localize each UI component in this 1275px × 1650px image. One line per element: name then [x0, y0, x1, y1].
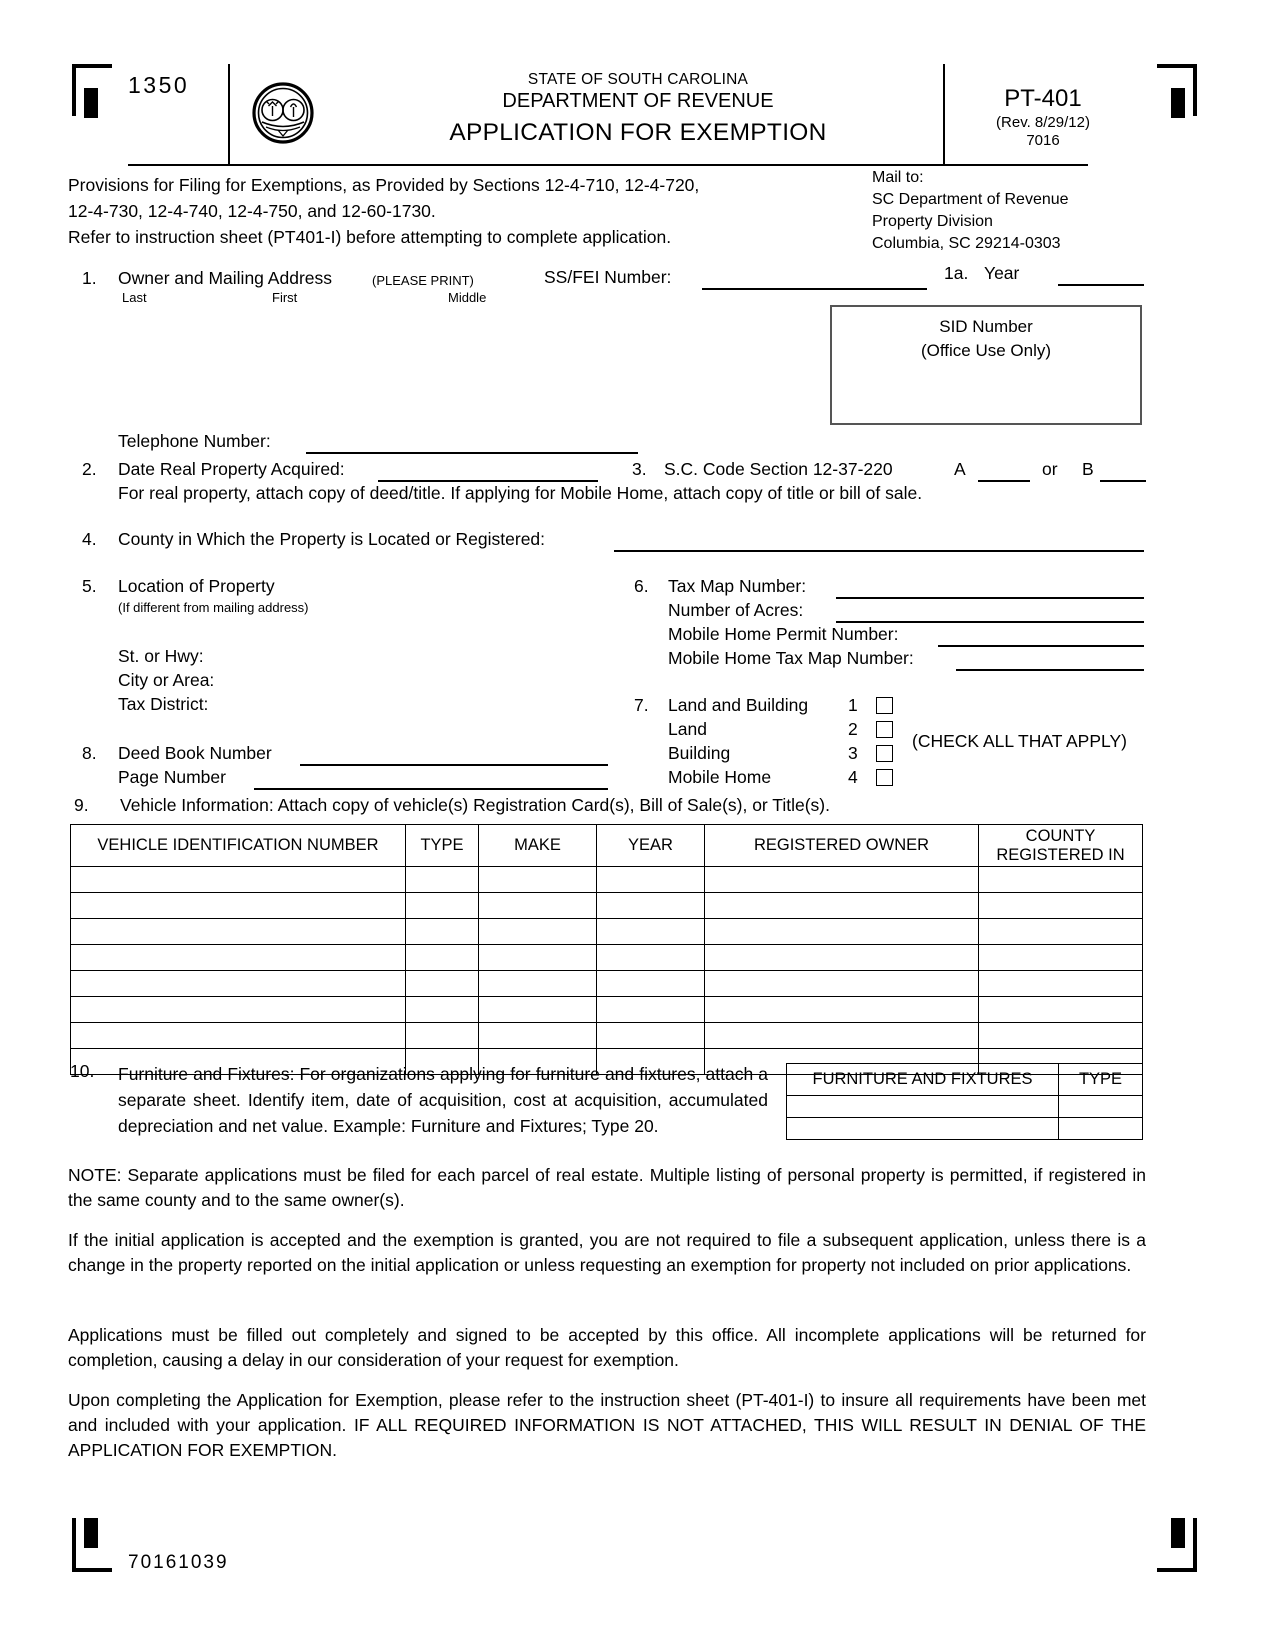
property-type-index-3: 3 — [848, 743, 858, 763]
subsequent-application-paragraph: If the initial application is accepted and the exemption is granted, you are not required to file a subsequent application, unless there is a change in the property reported on the initial application or unless requesting an exemption for property not included on prior applications. — [68, 1230, 1146, 1275]
cell-vin[interactable] — [71, 945, 406, 971]
property-type-checkbox-land-and-building[interactable] — [876, 697, 893, 714]
cell-type[interactable] — [406, 997, 479, 1023]
year-label: Year — [984, 263, 1020, 283]
instruction-sheet-paragraph: Upon completing the Application for Exemption, please refer to the instruction sheet (PT-401-I) to insure all requirements have been met and included with your application. IF ALL REQUIRED INFORMATION IS NOT ATTACHED, THIS WILL RESULT IN DENIAL OF THE APPLICATION FOR EXEMPTION. — [68, 1390, 1146, 1460]
item-4-number: 4. — [82, 529, 97, 549]
table-row[interactable] — [71, 971, 1143, 997]
cell-county[interactable] — [979, 919, 1143, 945]
form-id-number: 7016 — [1026, 132, 1060, 149]
col-county-line-1: COUNTY — [1025, 826, 1096, 845]
cell-furniture-type[interactable] — [1059, 1118, 1143, 1140]
furniture-and-fixtures-table — [786, 1063, 1143, 1140]
cell-type[interactable] — [406, 971, 479, 997]
property-type-label-3: Building — [668, 743, 731, 763]
cell-owner[interactable] — [705, 997, 979, 1023]
department-name: DEPARTMENT OF REVENUE — [502, 90, 774, 112]
cell-county[interactable] — [979, 971, 1143, 997]
property-type-checkbox-building[interactable] — [876, 745, 893, 762]
code-option-b-rule — [1100, 480, 1146, 482]
col-county-line-2: REGISTERED IN — [996, 845, 1125, 864]
property-type-index-4: 4 — [848, 767, 858, 787]
form-title: APPLICATION FOR EXEMPTION — [449, 119, 827, 146]
item-5-number: 5. — [82, 576, 97, 596]
code-option-a-label: A — [954, 459, 966, 479]
name-sub-middle: Middle — [448, 290, 487, 305]
cell-make[interactable] — [479, 867, 597, 893]
code-option-or: or — [1042, 459, 1058, 479]
cell-vin[interactable] — [71, 997, 406, 1023]
completeness-paragraph: Applications must be filled out completely and signed to be accepted by this office. All incomplete applications will be returned for completion, causing a delay in our consideration of your request for exemption. — [68, 1325, 1146, 1370]
telephone-label: Telephone Number: — [118, 431, 271, 451]
cell-type[interactable] — [406, 945, 479, 971]
provisions-line-1: Provisions for Filing for Exemptions, as Provided by Sections 12-4-710, 12-4-720, — [68, 175, 700, 195]
property-type-index-1: 1 — [848, 695, 858, 715]
sid-office-use-label: (Office Use Only) — [920, 341, 1052, 360]
date-acquired-rule — [378, 480, 598, 482]
item-8-number: 8. — [82, 743, 97, 763]
item-7-number: 7. — [634, 695, 649, 715]
col-year: YEAR — [597, 825, 705, 867]
table-row[interactable] — [71, 893, 1143, 919]
provisions-block — [68, 172, 868, 250]
state-name: STATE OF SOUTH CAROLINA — [527, 71, 749, 88]
registration-mark-top-left — [72, 64, 112, 116]
item-10-text: Furniture and Fixtures: For organizations applying for furniture and fixtures, attach a separate sheet. Identify item, date of acquisition, cost at acquisition, accumulated depreciation and net value. Example: Furniture and Fixtures; Type 20. — [118, 1064, 768, 1136]
sid-number-box — [830, 305, 1142, 425]
please-print-hint: (PLEASE PRINT) — [372, 273, 474, 288]
cell-type[interactable] — [406, 1023, 479, 1049]
cell-owner[interactable] — [705, 945, 979, 971]
cell-vin[interactable] — [71, 971, 406, 997]
cell-vin[interactable] — [71, 893, 406, 919]
col-make: MAKE — [479, 825, 597, 867]
vehicle-information-table — [70, 824, 1143, 1075]
mail-to-label: Mail to: — [872, 169, 924, 186]
ssfei-label: SS/FEI Number: — [544, 267, 672, 287]
header-divider-left — [228, 64, 230, 164]
item-5-sub: (If different from mailing address) — [118, 600, 309, 615]
form-barcode-number: 70161039 — [128, 1552, 229, 1573]
col-registered-owner: REGISTERED OWNER — [705, 825, 979, 867]
item-1-number: 1. — [82, 268, 97, 288]
item-9-label: Vehicle Information: Attach copy of vehicle(s) Registration Card(s), Bill of Sale(s), or Title(s). — [120, 795, 830, 815]
col-vin: VEHICLE IDENTIFICATION NUMBER — [71, 825, 406, 867]
cell-make[interactable] — [479, 893, 597, 919]
cell-make[interactable] — [479, 971, 597, 997]
cell-owner[interactable] — [705, 867, 979, 893]
cell-vin[interactable] — [71, 919, 406, 945]
cell-make[interactable] — [479, 997, 597, 1023]
table-row[interactable] — [71, 945, 1143, 971]
table-row[interactable] — [71, 919, 1143, 945]
cell-year[interactable] — [597, 1023, 705, 1049]
cell-year[interactable] — [597, 893, 705, 919]
name-sub-last: Last — [122, 290, 147, 305]
street-label: St. or Hwy: — [118, 646, 204, 666]
property-type-label-1: Land and Building — [668, 695, 809, 715]
form-code: PT-401 — [1004, 85, 1082, 112]
cell-year[interactable] — [597, 867, 705, 893]
cell-vin[interactable] — [71, 867, 406, 893]
deed-book-label: Deed Book Number — [118, 743, 272, 763]
table-row[interactable] — [71, 997, 1143, 1023]
col-furniture-and-fixtures: FURNITURE AND FIXTURES — [787, 1064, 1059, 1096]
mobile-home-permit-label: Mobile Home Permit Number: — [668, 624, 899, 644]
item-4-label: County in Which the Property is Located or Registered: — [118, 529, 546, 549]
form-header — [128, 64, 1088, 164]
item-6-number: 6. — [634, 576, 649, 596]
property-type-label-4: Mobile Home — [668, 767, 772, 787]
cell-year[interactable] — [597, 919, 705, 945]
cell-make[interactable] — [479, 919, 597, 945]
registration-mark-top-right — [1157, 64, 1197, 116]
furniture-table-body — [787, 1096, 1143, 1140]
city-label: City or Area: — [118, 670, 215, 690]
cell-furniture[interactable] — [787, 1096, 1059, 1118]
cell-owner[interactable] — [705, 1023, 979, 1049]
vehicle-table-header-row — [71, 825, 1143, 867]
table-row[interactable] — [71, 1023, 1143, 1049]
page-number-rule — [254, 788, 608, 790]
furniture-table-header-row — [787, 1064, 1143, 1096]
south-carolina-state-seal-icon — [252, 82, 314, 144]
cell-furniture[interactable] — [787, 1118, 1059, 1140]
item-2-number: 2. — [82, 459, 97, 479]
cell-year[interactable] — [597, 945, 705, 971]
provisions-line-3: Refer to instruction sheet (PT401-I) before attempting to complete application. — [68, 227, 672, 247]
registration-mark-bottom-left — [72, 1518, 112, 1572]
number-of-acres-label: Number of Acres: — [668, 600, 804, 620]
vehicle-table-body — [71, 867, 1143, 1075]
header-bottom-rule — [128, 164, 1088, 166]
page-number-label: Page Number — [118, 767, 226, 787]
item-10-number: 10. — [70, 1061, 95, 1081]
ssfei-rule — [702, 288, 927, 290]
cell-county[interactable] — [979, 1023, 1143, 1049]
cell-make[interactable] — [479, 945, 597, 971]
item-1-label: Owner and Mailing Address — [118, 268, 332, 288]
cell-county[interactable] — [979, 893, 1143, 919]
cell-year[interactable] — [597, 997, 705, 1023]
tax-map-number-rule — [836, 597, 1144, 599]
table-row[interactable] — [71, 867, 1143, 893]
header-divider-right — [943, 64, 945, 164]
cell-furniture-type[interactable] — [1059, 1096, 1143, 1118]
item-3-label: S.C. Code Section 12-37-220 — [664, 459, 893, 479]
item-2-note: For real property, attach copy of deed/title. If applying for Mobile Home, attach copy of title or bill of sale. — [118, 483, 923, 503]
cell-owner[interactable] — [705, 919, 979, 945]
name-sub-first: First — [272, 290, 298, 305]
property-type-label-2: Land — [668, 719, 707, 739]
telephone-rule — [306, 452, 638, 454]
mail-to-agency: SC Department of Revenue — [872, 191, 1069, 208]
item-9-number: 9. — [74, 795, 89, 815]
mail-to-division: Property Division — [872, 213, 993, 230]
code-option-a-rule — [978, 480, 1030, 482]
cell-owner[interactable] — [705, 971, 979, 997]
cell-year[interactable] — [597, 971, 705, 997]
header-title-block — [338, 70, 938, 152]
form-revision: (Rev. 8/29/12) — [996, 114, 1090, 131]
property-type-checkbox-land[interactable] — [876, 721, 893, 738]
form-identification-block — [958, 84, 1128, 150]
property-type-checkbox-mobile-home[interactable] — [876, 769, 893, 786]
mail-to-block — [872, 167, 1172, 255]
item-5-label: Location of Property — [118, 576, 275, 596]
col-furniture-type: TYPE — [1059, 1064, 1143, 1096]
cell-type[interactable] — [406, 867, 479, 893]
cell-owner[interactable] — [705, 893, 979, 919]
mobile-home-permit-rule — [938, 645, 1144, 647]
col-type: TYPE — [406, 825, 479, 867]
mobile-home-tax-map-label: Mobile Home Tax Map Number: — [668, 648, 914, 668]
check-all-that-apply-hint: (CHECK ALL THAT APPLY) — [912, 731, 1127, 751]
county-rule — [614, 550, 1144, 552]
deed-book-rule — [300, 764, 608, 766]
sid-number-label: SID Number — [939, 317, 1033, 336]
year-rule — [1058, 284, 1144, 286]
form-series-number: 1350 — [128, 72, 190, 98]
mail-to-city-state-zip: Columbia, SC 29214-0303 — [872, 235, 1061, 252]
table-row[interactable] — [787, 1118, 1143, 1140]
cell-county[interactable] — [979, 997, 1143, 1023]
cell-county[interactable] — [979, 945, 1143, 971]
cell-county[interactable] — [979, 867, 1143, 893]
col-county-registered-in — [979, 825, 1143, 867]
cell-vin[interactable] — [71, 1023, 406, 1049]
note-paragraph: NOTE: Separate applications must be filed for each parcel of real estate. Multiple listing of personal property is permitted, if registered in the same county and to the same owner(s). — [68, 1165, 1146, 1210]
cell-type[interactable] — [406, 893, 479, 919]
mobile-home-tax-map-rule — [956, 669, 1144, 671]
item-1a-number: 1a. — [944, 263, 969, 283]
tax-district-label: Tax District: — [118, 694, 209, 714]
provisions-line-2: 12-4-730, 12-4-740, 12-4-750, and 12-60-1730. — [68, 201, 436, 221]
code-option-b-label: B — [1082, 459, 1094, 479]
item-3-number: 3. — [632, 459, 647, 479]
property-type-index-2: 2 — [848, 719, 858, 739]
number-of-acres-rule — [836, 621, 1144, 623]
tax-map-number-label: Tax Map Number: — [668, 576, 807, 596]
cell-make[interactable] — [479, 1023, 597, 1049]
item-2-label: Date Real Property Acquired: — [118, 459, 345, 479]
registration-mark-bottom-right — [1157, 1518, 1197, 1572]
cell-type[interactable] — [406, 919, 479, 945]
table-row[interactable] — [787, 1096, 1143, 1118]
